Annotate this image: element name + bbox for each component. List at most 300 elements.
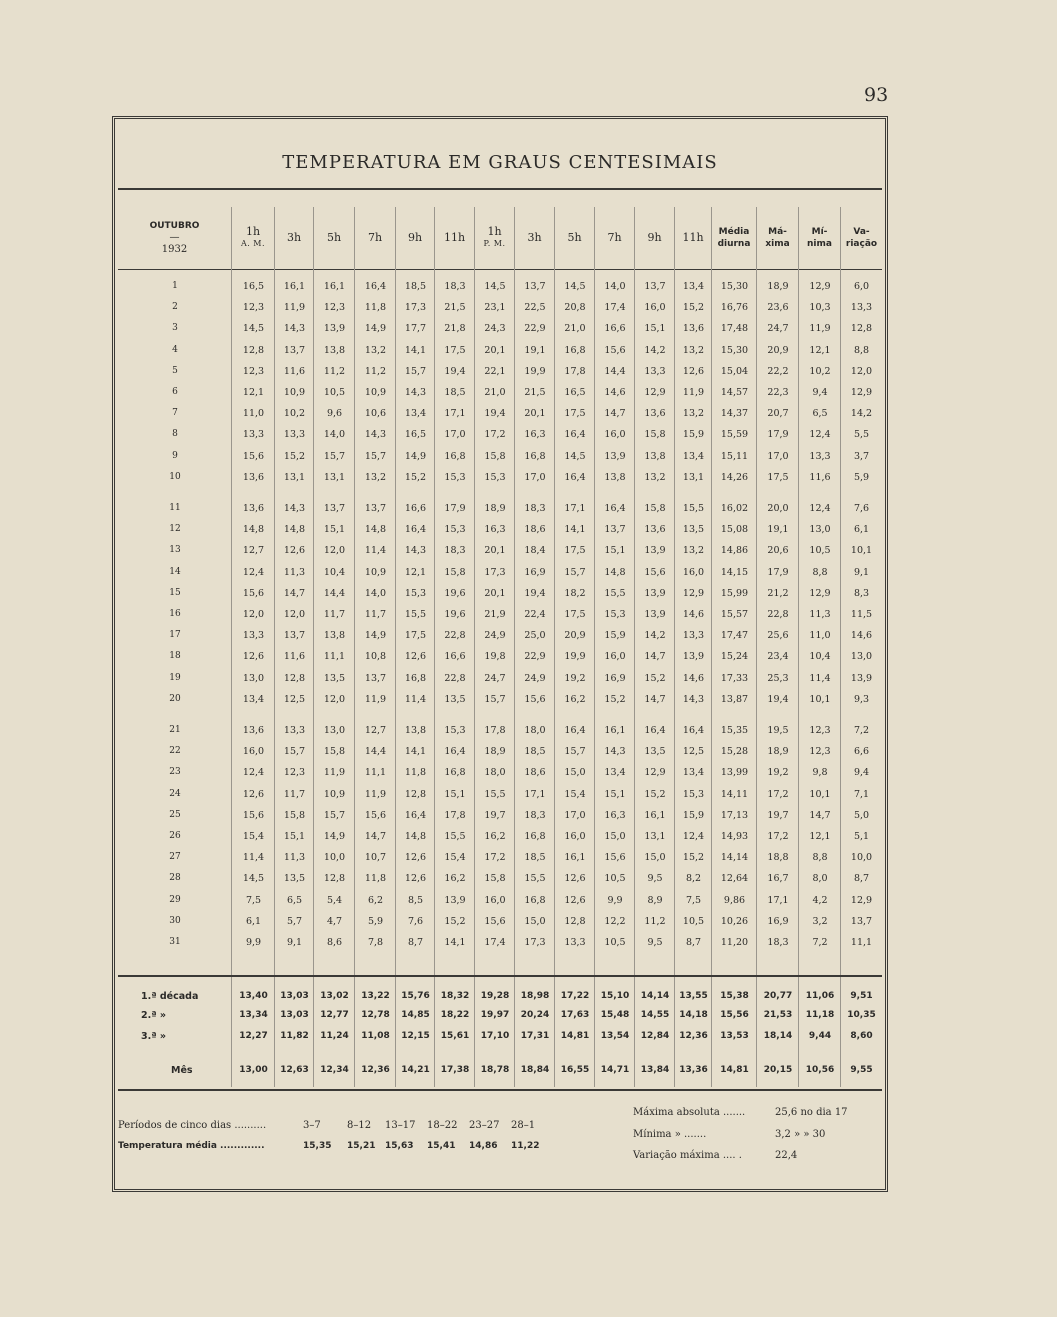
table-cell: 12,6 [242, 651, 265, 663]
summary-cell: 12,36 [679, 1031, 708, 1041]
table-cell: 11,4 [404, 693, 427, 705]
period-temperature: 15,63 [385, 1141, 414, 1151]
table-cell: 15,5 [604, 587, 626, 599]
table-cell: 13,2 [364, 471, 387, 483]
table-cell: 15,28 [720, 746, 749, 758]
table-cell: 9,8 [812, 767, 828, 779]
day-number: 17 [169, 630, 181, 641]
period-temperature: 14,86 [469, 1141, 498, 1151]
table-cell: 14,86 [720, 545, 749, 557]
header-diurna: diurna [717, 239, 751, 249]
table-cell: 15,6 [242, 450, 265, 462]
table-cell: 12,7 [364, 725, 387, 736]
table-cell: 9,9 [607, 894, 623, 906]
table-cell: 14,3 [283, 323, 306, 335]
table-cell: 8,5 [407, 894, 424, 906]
table-cell: 13,3 [850, 302, 873, 314]
table-cell: 11,3 [283, 566, 306, 578]
table-cell: 14,6 [604, 387, 626, 398]
summary-cell: 18,98 [520, 991, 550, 1001]
column-rule [840, 207, 841, 1087]
max-abs-label: Máxima absoluta ....... [633, 1107, 746, 1118]
table-cell: 18,0 [524, 725, 546, 736]
day-number: 27 [169, 852, 181, 863]
table-cell: 10,5 [604, 937, 626, 948]
table-cell: 17,8 [444, 809, 466, 821]
table-cell: 14,3 [404, 545, 427, 557]
table-cell: 12,6 [283, 545, 306, 557]
table-cell: 3,7 [853, 450, 870, 462]
table-cell: 13,2 [364, 344, 387, 356]
table-cell: 13,87 [720, 693, 749, 705]
table-cell: 15,3 [444, 471, 466, 483]
table-cell: 14,5 [484, 281, 506, 292]
table-cell: 14,93 [720, 831, 749, 842]
table-cell: 10,0 [850, 852, 873, 864]
table-cell: 8,9 [647, 894, 663, 906]
table-cell: 17,3 [524, 937, 546, 948]
table-cell: 15,1 [604, 545, 626, 557]
table-cell: 13,5 [323, 672, 346, 684]
table-cell: 16,5 [564, 387, 586, 398]
table-cell: 17,9 [767, 566, 789, 578]
table-cell: 15,2 [644, 788, 666, 800]
table-cell: 14,1 [404, 344, 427, 356]
table-cell: 14,8 [242, 524, 265, 536]
day-number: 22 [169, 746, 181, 757]
table-cell: 22,9 [524, 651, 546, 663]
table-cell: 12,3 [809, 725, 831, 736]
table-cell: 17,1 [444, 408, 466, 420]
table-cell: 18,4 [524, 545, 546, 557]
summary-cell: 12,78 [361, 1010, 390, 1020]
column-rule [434, 207, 435, 1087]
table-cell: 20,8 [564, 302, 586, 314]
table-cell: 7,5 [245, 894, 262, 906]
summary-label: 1.ª década [141, 991, 199, 1002]
table-cell: 13,8 [644, 450, 666, 462]
table-cell: 16,4 [444, 746, 466, 758]
header-hour-label: 3h [527, 231, 542, 244]
table-cell: 15,5 [484, 788, 506, 800]
summary-cell: 15,76 [401, 991, 430, 1001]
table-cell: 13,9 [323, 323, 346, 335]
table-cell: 16,1 [564, 852, 586, 864]
summary-cell: 14,18 [679, 1010, 708, 1020]
summary-cell: 13,03 [280, 1010, 309, 1020]
table-cell: 14,6 [682, 672, 705, 684]
table-cell: 19,4 [444, 365, 466, 377]
table-cell: 16,8 [404, 672, 427, 684]
table-cell: 15,8 [444, 566, 466, 578]
table-cell: 6,2 [367, 894, 384, 906]
table-cell: 11,7 [364, 609, 387, 620]
table-cell: 15,8 [484, 873, 506, 885]
column-rule [554, 207, 555, 1087]
table-cell: 10,5 [323, 387, 346, 398]
column-rule [514, 207, 515, 1087]
period-range: 18–22 [427, 1120, 458, 1131]
table-cell: 18,8 [767, 852, 789, 864]
table-cell: 12,8 [850, 323, 873, 335]
table-cell: 16,2 [484, 831, 506, 842]
header-hour-label: 7h [607, 231, 622, 244]
table-cell: 10,9 [364, 387, 387, 398]
table-cell: 7,8 [367, 937, 384, 948]
table-cell: 15,9 [604, 630, 626, 642]
summary-cell: 13,36 [679, 1065, 708, 1075]
table-cell: 16,3 [604, 809, 626, 821]
column-rule [798, 207, 799, 1087]
summary-cell: 12,34 [320, 1065, 349, 1075]
table-cell: 15,3 [682, 788, 705, 800]
summary-cell: 14,21 [401, 1065, 430, 1075]
table-cell: 13,9 [682, 651, 705, 663]
header-minima-1: Mí- [811, 227, 828, 237]
table-cell: 18,9 [767, 281, 789, 292]
table-cell: 20,9 [767, 344, 789, 356]
header-hour-3 [314, 207, 355, 269]
table-cell: 22,9 [524, 323, 546, 335]
header-month-label: OUTUBRO [149, 221, 200, 231]
table-cell: 15,7 [283, 746, 306, 758]
table-cell: 16,4 [564, 429, 586, 441]
header-hour-label: 11h [682, 231, 704, 244]
table-cell: 12,6 [564, 873, 586, 885]
table-cell: 11,2 [364, 365, 387, 377]
day-number: 1 [172, 281, 178, 291]
header-maxima [757, 207, 799, 269]
day-number: 11 [169, 503, 181, 513]
table-cell: 19,6 [444, 587, 466, 599]
table-cell: 17,1 [767, 894, 789, 906]
summary-cell: 20,15 [763, 1065, 793, 1075]
table-cell: 14,14 [720, 852, 749, 864]
table-cell: 16,0 [564, 831, 586, 842]
table-cell: 15,8 [323, 746, 346, 758]
table-cell: 10,7 [364, 852, 387, 864]
table-cell: 15,57 [720, 609, 749, 620]
summary-cell: 14,81 [720, 1065, 749, 1075]
table-cell: 13,99 [720, 767, 749, 779]
table-cell: 15,3 [604, 609, 626, 620]
summary-cell: 11,06 [805, 991, 835, 1001]
table-cell: 12,3 [323, 302, 346, 314]
table-cell: 14,1 [564, 524, 586, 536]
table-cell: 19,2 [767, 767, 789, 779]
table-cell: 13,2 [682, 344, 705, 356]
table-cell: 13,5 [682, 524, 705, 536]
table-cell: 17,1 [564, 503, 586, 514]
table-cell: 14,0 [604, 281, 626, 292]
table-cell: 16,2 [564, 693, 586, 705]
summary-cell: 10,56 [805, 1065, 835, 1075]
summary-cell: 13,53 [720, 1031, 749, 1041]
table-cell: 17,8 [564, 365, 586, 377]
table-cell: 9,4 [812, 387, 828, 398]
table-cell: 11,9 [364, 693, 387, 705]
summary-cell: 18,32 [440, 991, 470, 1001]
table-cell: 19,6 [444, 609, 466, 620]
table-cell: 15,30 [720, 281, 749, 292]
table-cell: 25,3 [767, 672, 789, 684]
table-cell: 14,7 [644, 693, 666, 705]
table-cell: 17,0 [767, 450, 789, 462]
table-cell: 17,3 [404, 302, 427, 314]
table-cell: 15,7 [564, 746, 586, 758]
table-cell: 12,64 [720, 873, 749, 885]
table-cell: 9,86 [723, 894, 746, 906]
table-cell: 6,0 [853, 281, 870, 292]
table-cell: 12,6 [404, 852, 427, 864]
table-cell: 12,0 [323, 545, 346, 557]
table-cell: 20,1 [524, 408, 546, 420]
table-cell: 16,4 [644, 725, 666, 736]
table-cell: 12,6 [242, 788, 265, 800]
summary-cell: 10,35 [847, 1010, 876, 1020]
column-rule [634, 207, 635, 1087]
table-cell: 14,0 [323, 429, 346, 441]
table-cell: 16,9 [524, 566, 546, 578]
header-hour-12 [675, 207, 712, 269]
summary-cell: 14,71 [600, 1065, 630, 1075]
summary-cell: 12,15 [401, 1031, 430, 1041]
table-cell: 6,1 [853, 524, 870, 536]
table-cell: 17,0 [524, 471, 546, 483]
table-cell: 18,9 [484, 503, 506, 514]
table-cell: 19,8 [484, 651, 506, 663]
table-cell: 19,9 [524, 365, 546, 377]
table-cell: 24,9 [484, 630, 506, 642]
table-cell: 16,5 [242, 281, 265, 292]
table-cell: 21,8 [444, 323, 466, 335]
table-cell: 12,4 [809, 429, 831, 441]
table-cell: 13,0 [850, 651, 873, 663]
table-cell: 19,4 [484, 408, 506, 420]
table-cell: 10,9 [364, 566, 387, 578]
table-cell: 17,9 [767, 429, 789, 441]
table-cell: 11,1 [364, 767, 387, 779]
summary-cell: 12,84 [640, 1031, 670, 1041]
day-number: 20 [169, 693, 181, 704]
day-number: 12 [169, 524, 181, 535]
table-cell: 12,6 [682, 365, 705, 377]
summary-cell: 11,18 [805, 1010, 835, 1020]
table-cell: 16,7 [767, 873, 789, 885]
table-cell: 18,3 [524, 503, 546, 514]
table-cell: 17,2 [484, 429, 506, 441]
header-variacao-1: Va- [853, 227, 870, 237]
summary-cell: 14,85 [401, 1010, 430, 1020]
table-cell: 16,1 [644, 809, 666, 821]
day-number: 26 [169, 831, 181, 841]
table-cell: 19,1 [767, 524, 789, 536]
header-minima-2: nima [807, 239, 832, 249]
table-cell: 22,8 [444, 630, 466, 642]
table-cell: 9,5 [647, 873, 663, 885]
table-cell: 14,26 [720, 471, 749, 483]
table-cell: 14,3 [283, 503, 306, 514]
table-cell: 8,2 [685, 873, 702, 885]
summary-cell: 15,61 [440, 1031, 470, 1041]
day-number: 4 [172, 344, 178, 355]
table-cell: 7,6 [407, 915, 424, 927]
summary-cell: 18,78 [480, 1065, 510, 1075]
table-cell: 13,0 [323, 725, 346, 736]
table-cell: 13,8 [323, 630, 346, 642]
table-cell: 12,8 [283, 672, 306, 684]
header-rule [118, 269, 882, 270]
temp-media-label: Temperatura média ............. [118, 1141, 265, 1151]
table-cell: 18,6 [524, 767, 546, 779]
table-cell: 15,6 [364, 809, 387, 821]
table-cell: 14,8 [604, 566, 626, 578]
table-cell: 20,1 [484, 344, 506, 356]
table-cell: 16,4 [404, 524, 427, 536]
day-number: 8 [172, 429, 178, 440]
table-cell: 16,4 [404, 809, 427, 821]
header-hour-10 [595, 207, 635, 269]
table-cell: 14,2 [850, 408, 873, 420]
table-cell: 13,8 [323, 344, 346, 356]
table-cell: 13,7 [364, 503, 387, 514]
table-cell: 8,7 [407, 937, 424, 948]
table-cell: 12,1 [809, 344, 831, 356]
table-cell: 11,9 [682, 387, 705, 398]
table-cell: 15,2 [283, 450, 306, 462]
table-cell: 6,6 [853, 746, 870, 758]
period-range: 8–12 [347, 1120, 372, 1131]
table-cell: 16,0 [242, 746, 265, 758]
table-cell: 14,9 [364, 323, 387, 335]
table-cell: 15,2 [644, 672, 666, 684]
table-cell: 22,8 [767, 609, 789, 620]
table-cell: 7,1 [853, 788, 870, 800]
table-cell: 13,3 [242, 630, 265, 642]
table-cell: 13,4 [682, 450, 705, 462]
table-cell: 16,0 [604, 429, 626, 441]
table-cell: 15,04 [720, 365, 749, 377]
day-number: 28 [169, 873, 181, 884]
table-cell: 14,5 [564, 450, 586, 462]
table-cell: 12,4 [242, 566, 265, 578]
table-cell: 15,24 [720, 651, 749, 663]
day-number: 6 [172, 387, 178, 397]
table-cell: 12,8 [564, 915, 586, 927]
header-minima [799, 207, 841, 269]
table-cell: 20,7 [767, 408, 789, 420]
table-cell: 15,1 [323, 524, 346, 536]
table-cell: 21,5 [444, 302, 466, 314]
day-number: 9 [172, 450, 178, 461]
table-cell: 22,2 [767, 365, 789, 377]
table-cell: 12,4 [682, 831, 705, 842]
column-rule [674, 207, 675, 1087]
summary-cell: 13,84 [640, 1065, 670, 1075]
table-cell: 6,5 [812, 408, 828, 420]
table-cell: 16,1 [323, 281, 346, 292]
table-cell: 7,6 [853, 503, 870, 514]
table-cell: 8,8 [853, 344, 870, 356]
table-cell: 14,6 [850, 630, 873, 642]
table-cell: 14,37 [720, 408, 749, 420]
table-cell: 15,11 [720, 450, 749, 462]
column-rule [711, 207, 712, 1087]
header-hour-5 [396, 207, 435, 269]
summary-cell: 19,97 [480, 1010, 510, 1020]
table-cell: 9,6 [326, 408, 343, 420]
summary-cell: 20,77 [763, 991, 793, 1001]
table-cell: 17,8 [484, 725, 506, 736]
table-cell: 14,3 [404, 387, 427, 398]
period-range: 3–7 [303, 1120, 321, 1131]
table-cell: 10,5 [809, 545, 831, 557]
table-cell: 21,9 [484, 609, 506, 620]
table-cell: 15,2 [682, 302, 705, 314]
table-cell: 15,9 [682, 429, 705, 441]
table-cell: 16,0 [682, 566, 705, 578]
table-cell: 15,3 [484, 471, 506, 483]
table-cell: 15,2 [444, 915, 466, 927]
table-cell: 15,08 [720, 524, 749, 536]
table-cell: 12,9 [809, 281, 831, 292]
summary-cell: 12,77 [320, 1010, 349, 1020]
table-cell: 11,9 [364, 788, 387, 800]
table-cell: 14,3 [604, 746, 626, 758]
table-cell: 15,9 [682, 809, 705, 821]
table-cell: 19,4 [524, 587, 546, 599]
table-cell: 5,4 [326, 894, 343, 906]
table-cell: 15,1 [283, 831, 306, 842]
table-cell: 5,1 [853, 831, 870, 842]
table-cell: 13,1 [323, 471, 346, 483]
table-cell: 12,0 [323, 693, 346, 705]
table-frame [112, 116, 888, 1192]
day-number: 23 [169, 767, 181, 778]
day-number: 25 [169, 809, 181, 820]
table-cell: 18,3 [767, 937, 789, 948]
table-cell: 10,5 [682, 915, 705, 927]
table-cell: 13,1 [644, 831, 666, 842]
header-hour-label: 7h [367, 231, 383, 244]
header-dash: — [169, 232, 180, 243]
table-cell: 10,5 [604, 873, 626, 885]
table-cell: 12,8 [404, 788, 427, 800]
table-cell: 14,8 [404, 831, 427, 842]
table-cell: 13,9 [604, 450, 626, 462]
table-cell: 13,7 [283, 630, 306, 642]
table-cell: 11,7 [323, 609, 346, 620]
table-cell: 11,6 [283, 365, 306, 377]
table-cell: 13,4 [682, 767, 705, 779]
table-cell: 16,8 [524, 831, 546, 842]
table-cell: 13,2 [682, 545, 705, 557]
table-cell: 11,3 [283, 852, 306, 864]
table-cell: 5,0 [853, 809, 870, 821]
summary-cell: 13,22 [361, 991, 390, 1001]
table-cell: 14,7 [604, 408, 626, 420]
table-cell: 15,59 [720, 429, 749, 441]
table-cell: 15,4 [242, 831, 265, 842]
table-cell: 15,3 [404, 587, 427, 599]
header-hour-label: 9h [647, 231, 662, 244]
table-cell: 12,1 [809, 831, 831, 842]
header-hour-label: 1h [487, 225, 502, 238]
summary-cell: 12,36 [361, 1065, 390, 1075]
summary-cell: 14,81 [560, 1031, 590, 1041]
table-cell: 16,1 [604, 725, 626, 736]
table-cell: 9,1 [286, 937, 303, 948]
